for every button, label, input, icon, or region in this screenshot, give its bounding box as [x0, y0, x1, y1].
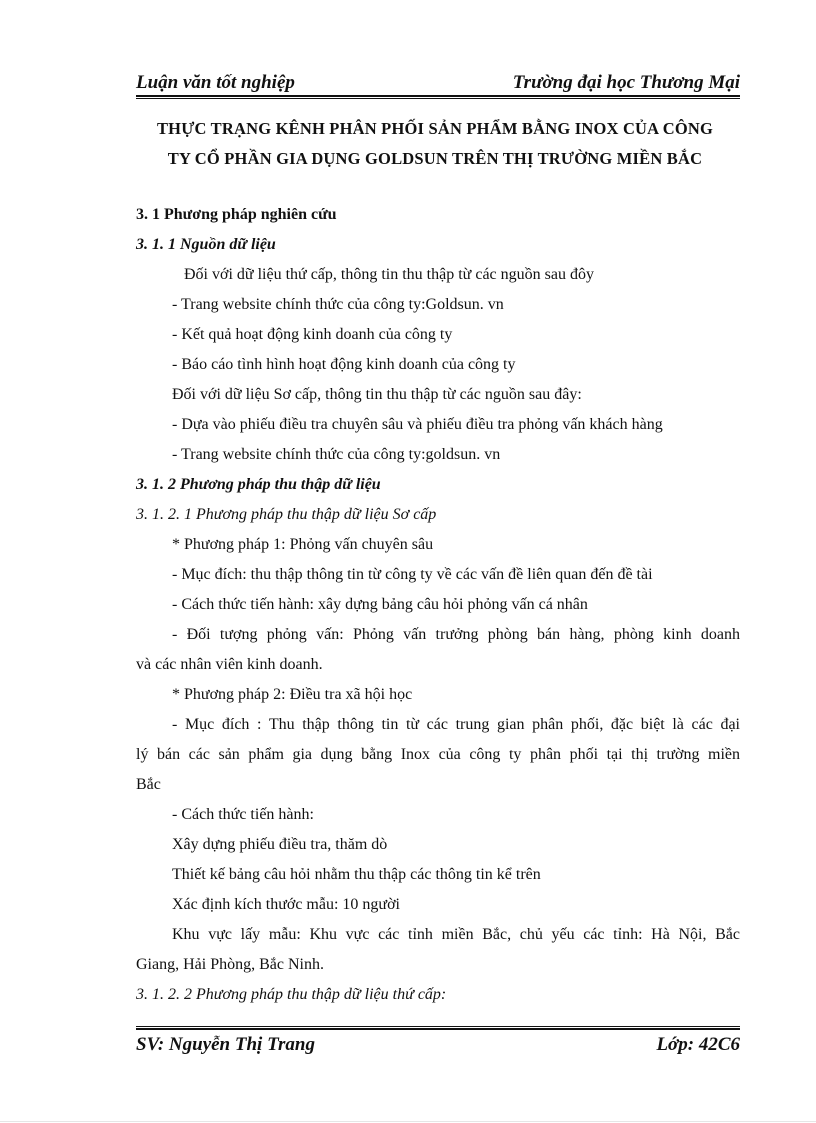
header-thesis-label: Luận văn tốt nghiệp	[136, 72, 295, 93]
heading-3-1-2-2: 3. 1. 2. 2 Phương pháp thu thập dữ liệu thứ cấp:	[136, 986, 447, 1003]
chapter-title	[120, 114, 750, 174]
chapter-title-line-1: THỰC TRẠNG KÊNH PHÂN PHỐI SẢN PHẨM BẰNG INOX CỦA CÔNG	[156, 119, 714, 138]
chapter-title-line-2: TY CỔ PHẦN GIA DỤNG GOLDSUN TRÊN THỊ TRƯỜNG MIỀN BẮC	[167, 149, 703, 168]
page-header	[136, 68, 740, 94]
list-item: - Đối tượng phỏng vấn: Phỏng vấn trưởng phòng bán hàng, phòng kinh doanh	[172, 626, 740, 643]
paragraph: Xác định kích thước mẫu: 10 người	[172, 896, 400, 913]
heading-3-1-1: 3. 1. 1 Nguồn dữ liệu	[136, 236, 276, 253]
paragraph: Xây dựng phiếu điều tra, thăm dò	[172, 836, 388, 853]
list-item: - Báo cáo tình hình hoạt động kinh doanh của công ty	[172, 356, 516, 373]
page-footer	[136, 1030, 740, 1056]
header-rule-thin	[136, 98, 740, 99]
heading-3-1: 3. 1 Phương pháp nghiên cứu	[136, 206, 337, 223]
list-item: - Dựa vào phiếu điều tra chuyên sâu và phiếu điều tra phỏng vấn khách hàng	[172, 416, 663, 433]
list-item: - Trang website chính thức của công ty:Goldsun. vn	[172, 296, 504, 313]
method-heading: * Phương pháp 1: Phỏng vấn chuyên sâu	[172, 536, 434, 553]
paragraph: Khu vực lấy mẫu: Khu vực các tỉnh miền Bắc, chủ yếu các tỉnh: Hà Nội, Bắc	[172, 926, 740, 943]
paragraph: Thiết kế bảng câu hỏi nhằm thu thập các thông tin kể trên	[172, 866, 541, 883]
paragraph: Đối với dữ liệu thứ cấp, thông tin thu thập từ các nguồn sau đôy	[184, 266, 594, 283]
list-item: - Trang website chính thức của công ty:goldsun. vn	[172, 446, 501, 463]
footer-student-name: SV: Nguyễn Thị Trang	[136, 1034, 315, 1055]
method-heading: * Phương pháp 2: Điều tra xã hội học	[172, 686, 413, 703]
paragraph: Đối với dữ liệu Sơ cấp, thông tin thu thập từ các nguồn sau đây:	[172, 386, 582, 403]
footer-class-label: Lớp: 42C6	[656, 1034, 740, 1055]
heading-3-1-2: 3. 1. 2 Phương pháp thu thập dữ liệu	[136, 476, 381, 493]
list-item: - Mục đích: thu thập thông tin từ công ty về các vấn đề liên quan đến đề tài	[172, 566, 653, 583]
list-item: - Cách thức tiến hành: xây dựng bảng câu hỏi phỏng vấn cá nhân	[172, 596, 588, 613]
header-rule-thick	[136, 95, 740, 97]
heading-3-1-2-1: 3. 1. 2. 1 Phương pháp thu thập dữ liệu Sơ cấp	[136, 506, 437, 523]
paragraph-continuation: và các nhân viên kinh doanh.	[136, 656, 323, 673]
footer-rule-thin	[136, 1026, 740, 1027]
list-item: - Mục đích : Thu thập thông tin từ các trung gian phân phối, đặc biệt là các đại	[172, 716, 740, 733]
paragraph-continuation: lý bán các sản phẩm gia dụng bằng Inox của công ty phân phối tại thị trường miền	[136, 746, 740, 763]
list-item: - Cách thức tiến hành:	[172, 806, 314, 823]
list-item: - Kết quả hoạt động kinh doanh của công ty	[172, 326, 453, 343]
header-university-label: Trường đại học Thương Mại	[512, 72, 740, 93]
page-bottom-edge	[0, 1121, 816, 1122]
document-body	[136, 200, 740, 1010]
paragraph-continuation: Bắc	[136, 776, 161, 793]
paragraph-continuation: Giang, Hải Phòng, Bắc Ninh.	[136, 956, 324, 973]
